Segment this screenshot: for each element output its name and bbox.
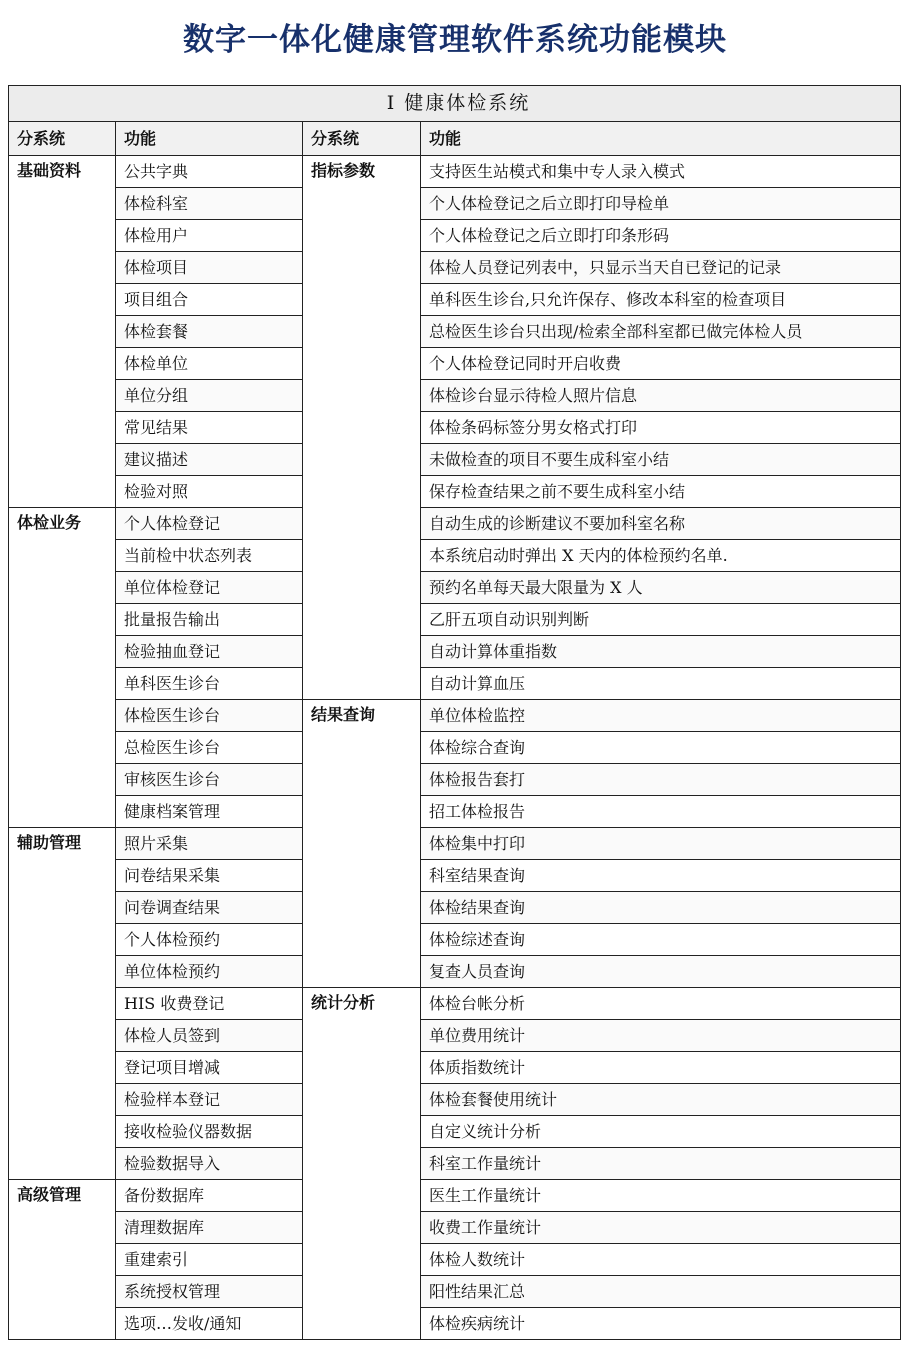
right-function-item: 招工体检报告 [421, 796, 901, 828]
left-function-item: 清理数据库 [116, 1212, 303, 1244]
table-row [9, 796, 901, 828]
left-function-item: 公共字典 [116, 156, 303, 188]
left-function-item: 项目组合 [116, 284, 303, 316]
left-function-item: 体检单位 [116, 348, 303, 380]
table-row [9, 1276, 901, 1308]
left-function-item: 健康档案管理 [116, 796, 303, 828]
right-function-item: 体检台帐分析 [421, 988, 901, 1020]
right-function-item: 体检套餐使用统计 [421, 1084, 901, 1116]
right-function-item: 体质指数统计 [421, 1052, 901, 1084]
right-subsystem-name: 统计分析 [303, 988, 421, 1340]
right-function-item: 体检报告套打 [421, 764, 901, 796]
header-function-left: 功能 [116, 122, 303, 156]
table-row [9, 476, 901, 508]
header-row [9, 122, 901, 156]
header-subsystem-left: 分系统 [9, 122, 116, 156]
right-function-item: 个人体检登记之后立即打印条形码 [421, 220, 901, 252]
table-row [9, 1116, 901, 1148]
right-function-item: 科室结果查询 [421, 860, 901, 892]
left-function-item: 单位体检登记 [116, 572, 303, 604]
left-function-item: 体检用户 [116, 220, 303, 252]
right-function-item: 体检疾病统计 [421, 1308, 901, 1340]
right-function-item: 体检人数统计 [421, 1244, 901, 1276]
right-function-item: 乙肝五项自动识别判断 [421, 604, 901, 636]
right-function-item: 科室工作量统计 [421, 1148, 901, 1180]
right-function-item: 自动计算体重指数 [421, 636, 901, 668]
table-row [9, 444, 901, 476]
table-row [9, 284, 901, 316]
left-function-item: 重建索引 [116, 1244, 303, 1276]
left-function-item: 问卷调查结果 [116, 892, 303, 924]
left-function-item: 个人体检登记 [116, 508, 303, 540]
left-function-item: 检验抽血登记 [116, 636, 303, 668]
right-function-item: 未做检查的项目不要生成科室小结 [421, 444, 901, 476]
right-subsystem-name: 结果查询 [303, 700, 421, 988]
left-function-item: 总检医生诊台 [116, 732, 303, 764]
left-function-item: 选项…发收/通知 [116, 1308, 303, 1340]
function-module-table [8, 85, 901, 1340]
left-function-item: 照片采集 [116, 828, 303, 860]
table-row [9, 1148, 901, 1180]
right-function-item: 医生工作量统计 [421, 1180, 901, 1212]
left-function-item: 批量报告输出 [116, 604, 303, 636]
table-row [9, 316, 901, 348]
left-function-item: 接收检验仪器数据 [116, 1116, 303, 1148]
left-function-item: 体检人员签到 [116, 1020, 303, 1052]
left-function-item: 体检套餐 [116, 316, 303, 348]
table-row [9, 1308, 901, 1340]
right-function-item: 支持医生站模式和集中专人录入模式 [421, 156, 901, 188]
left-function-item: 体检项目 [116, 252, 303, 284]
left-subsystem-name: 基础资料 [9, 156, 116, 508]
header-function-right: 功能 [421, 122, 901, 156]
right-function-item: 体检结果查询 [421, 892, 901, 924]
left-subsystem-name: 辅助管理 [9, 828, 116, 1180]
right-function-item: 体检集中打印 [421, 828, 901, 860]
table-row [9, 732, 901, 764]
table-row [9, 220, 901, 252]
right-function-item: 保存检查结果之前不要生成科室小结 [421, 476, 901, 508]
right-function-item: 总检医生诊台只出现/检索全部科室都已做完体检人员 [421, 316, 901, 348]
right-function-item: 自定义统计分析 [421, 1116, 901, 1148]
left-function-item: 建议描述 [116, 444, 303, 476]
table-row [9, 924, 901, 956]
left-function-item: 系统授权管理 [116, 1276, 303, 1308]
table-row [9, 892, 901, 924]
table-row [9, 988, 901, 1020]
left-subsystem-name: 体检业务 [9, 508, 116, 828]
table-row [9, 1244, 901, 1276]
table-row [9, 508, 901, 540]
right-function-item: 单位体检监控 [421, 700, 901, 732]
left-function-item: 体检科室 [116, 188, 303, 220]
table-row [9, 1052, 901, 1084]
table-row [9, 1180, 901, 1212]
document-title: 数字一体化健康管理软件系统功能模块 [183, 22, 727, 58]
table-row [9, 860, 901, 892]
left-function-item: 检验对照 [116, 476, 303, 508]
left-function-item: HIS 收费登记 [116, 988, 303, 1020]
right-function-item: 收费工作量统计 [421, 1212, 901, 1244]
table-row [9, 828, 901, 860]
table-row [9, 636, 901, 668]
left-function-item: 检验样本登记 [116, 1084, 303, 1116]
right-function-item: 体检诊台显示待检人照片信息 [421, 380, 901, 412]
table-row [9, 700, 901, 732]
table-row [9, 572, 901, 604]
left-function-item: 单科医生诊台 [116, 668, 303, 700]
right-function-item: 阳性结果汇总 [421, 1276, 901, 1308]
right-function-item: 个人体检登记同时开启收费 [421, 348, 901, 380]
right-function-item: 本系统启动时弹出 X 天内的体检预约名单. [421, 540, 901, 572]
right-function-item: 复查人员查询 [421, 956, 901, 988]
right-function-item: 单科医生诊台,只允许保存、修改本科室的检查项目 [421, 284, 901, 316]
table-row [9, 1020, 901, 1052]
right-function-item: 自动计算血压 [421, 668, 901, 700]
left-function-item: 问卷结果采集 [116, 860, 303, 892]
left-function-item: 当前检中状态列表 [116, 540, 303, 572]
table-row [9, 764, 901, 796]
right-function-item: 个人体检登记之后立即打印导检单 [421, 188, 901, 220]
table-row [9, 1212, 901, 1244]
table-body [9, 156, 901, 1340]
table-row [9, 188, 901, 220]
table-row [9, 604, 901, 636]
table-row [9, 412, 901, 444]
right-function-item: 单位费用统计 [421, 1020, 901, 1052]
left-function-item: 审核医生诊台 [116, 764, 303, 796]
table-row [9, 540, 901, 572]
table-row [9, 668, 901, 700]
left-function-item: 单位体检预约 [116, 956, 303, 988]
right-function-item: 体检综述查询 [421, 924, 901, 956]
table-row [9, 348, 901, 380]
right-function-item: 体检综合查询 [421, 732, 901, 764]
right-function-item: 自动生成的诊断建议不要加科室名称 [421, 508, 901, 540]
table-row [9, 252, 901, 284]
left-function-item: 备份数据库 [116, 1180, 303, 1212]
left-function-item: 体检医生诊台 [116, 700, 303, 732]
left-subsystem-name: 高级管理 [9, 1180, 116, 1340]
table-row [9, 156, 901, 188]
left-function-item: 单位分组 [116, 380, 303, 412]
left-function-item: 个人体检预约 [116, 924, 303, 956]
right-function-item: 预约名单每天最大限量为 X 人 [421, 572, 901, 604]
table-row [9, 956, 901, 988]
left-function-item: 常见结果 [116, 412, 303, 444]
left-function-item: 登记项目增减 [116, 1052, 303, 1084]
table-row [9, 380, 901, 412]
right-function-item: 体检条码标签分男女格式打印 [421, 412, 901, 444]
table-caption: I 健康体检系统 [9, 86, 901, 122]
left-function-item: 检验数据导入 [116, 1148, 303, 1180]
right-function-item: 体检人员登记列表中，只显示当天自已登记的记录 [421, 252, 901, 284]
header-subsystem-right: 分系统 [303, 122, 421, 156]
table-row [9, 1084, 901, 1116]
right-subsystem-name: 指标参数 [303, 156, 421, 700]
